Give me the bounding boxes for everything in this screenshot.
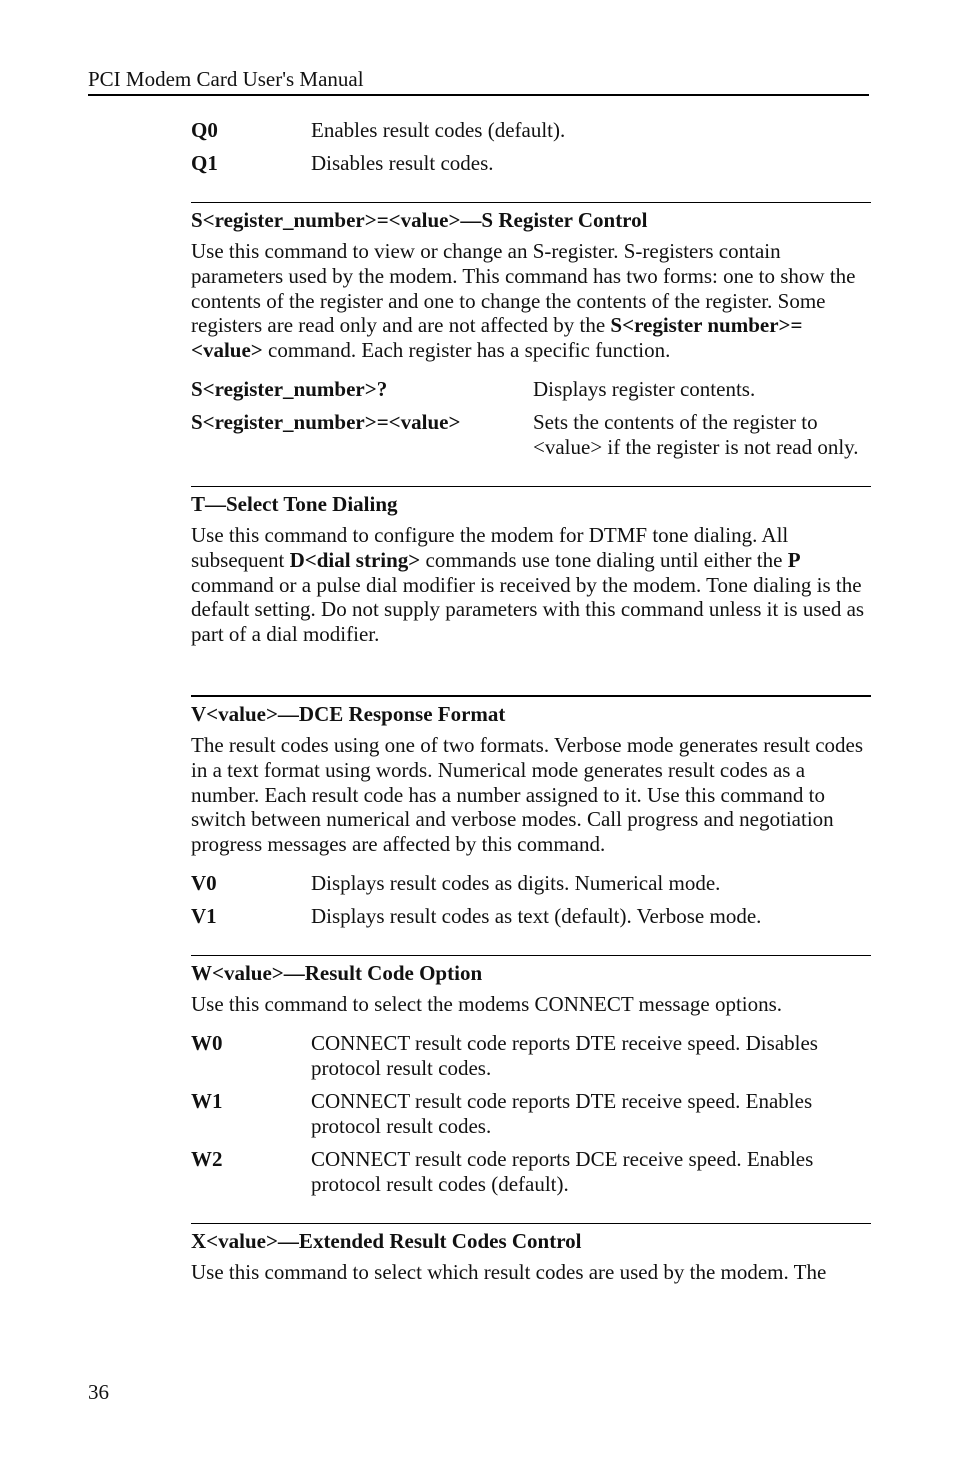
option-desc: CONNECT result code reports DTE receive speed. Enables protocol result codes. (311, 1088, 813, 1138)
section-s-register (191, 202, 871, 460)
option-key: W0 (191, 1030, 223, 1055)
section-title: T—Select Tone Dialing (191, 491, 398, 516)
option-row (191, 151, 871, 176)
option-desc: Disables result codes. (311, 151, 494, 175)
running-header: PCI Modem Card User's Manual (88, 66, 869, 96)
option-desc: Displays result codes as digits. Numerical mode. (311, 870, 721, 895)
section-title: V<value>—DCE Response Format (191, 701, 506, 726)
section-paragraph: Use this command to configure the modem for DTMF tone dialing. All subsequent D<dial string> commands use tone dialing until either the P command or a pulse dial modifier is received by the modem. Tone dialing is the default setting. Do not supply parameters with this command unless it is used as part of a dial modifier. (191, 522, 865, 647)
section-v-response-format (191, 695, 871, 929)
option-desc: Displays register contents. (533, 376, 756, 401)
section-title: W<value>—Result Code Option (191, 960, 483, 985)
option-key: V1 (191, 903, 217, 928)
option-row (191, 1031, 871, 1081)
option-row (191, 1089, 871, 1139)
option-key: Q0 (191, 118, 218, 142)
section-paragraph: The result codes using one of two formats. Verbose mode generates result codes in a text format using words. Numerical mode generates result codes as a number. Each result code has a number assigned to it. Use this command to switch between numerical and verbose modes. Call progress and negotiation progress messages are affected by this command. (191, 732, 864, 857)
section-title: S<register_number>=<value>—S Register Control (191, 208, 648, 232)
page-number: 36 (88, 1380, 109, 1404)
option-desc: CONNECT result code reports DCE receive speed. Enables protocol result codes (default). (311, 1146, 814, 1196)
page-content (191, 118, 871, 1299)
section-paragraph: Use this command to view or change an S-register. S-registers contain parameters used by the modem. This command has two forms: one to show the contents of the register and one to change the contents of the register. Some registers are read only and are not affected by the S<register number>=<value> command. Each register has a specific function. (191, 239, 856, 363)
option-row (191, 377, 871, 402)
section-title: X<value>—Extended Result Codes Control (191, 1228, 582, 1253)
section-w-result-code-option (191, 955, 871, 1197)
option-desc: Displays result codes as text (default). Verbose mode. (311, 903, 762, 928)
option-row (191, 410, 871, 460)
option-row (191, 904, 871, 929)
option-desc: Sets the contents of the register to <value> if the register is not read only. (533, 409, 859, 459)
option-key: Q1 (191, 151, 218, 175)
section-x-extended-result-codes (191, 1223, 871, 1285)
option-key: S<register_number>=<value> (191, 409, 461, 434)
option-key: S<register_number>? (191, 376, 388, 401)
section-paragraph: Use this command to select which result codes are used by the modem. The (191, 1259, 827, 1284)
section-t-tone-dialing (191, 486, 871, 647)
option-row (191, 118, 871, 143)
option-desc: Enables result codes (default). (311, 118, 566, 142)
section-paragraph: Use this command to select the modems CONNECT message options. (191, 991, 783, 1016)
option-key: W1 (191, 1088, 223, 1113)
option-row (191, 871, 871, 896)
option-key: W2 (191, 1146, 223, 1171)
option-desc: CONNECT result code reports DTE receive speed. Disables protocol result codes. (311, 1030, 818, 1080)
option-row (191, 1147, 871, 1197)
option-key: V0 (191, 870, 217, 895)
